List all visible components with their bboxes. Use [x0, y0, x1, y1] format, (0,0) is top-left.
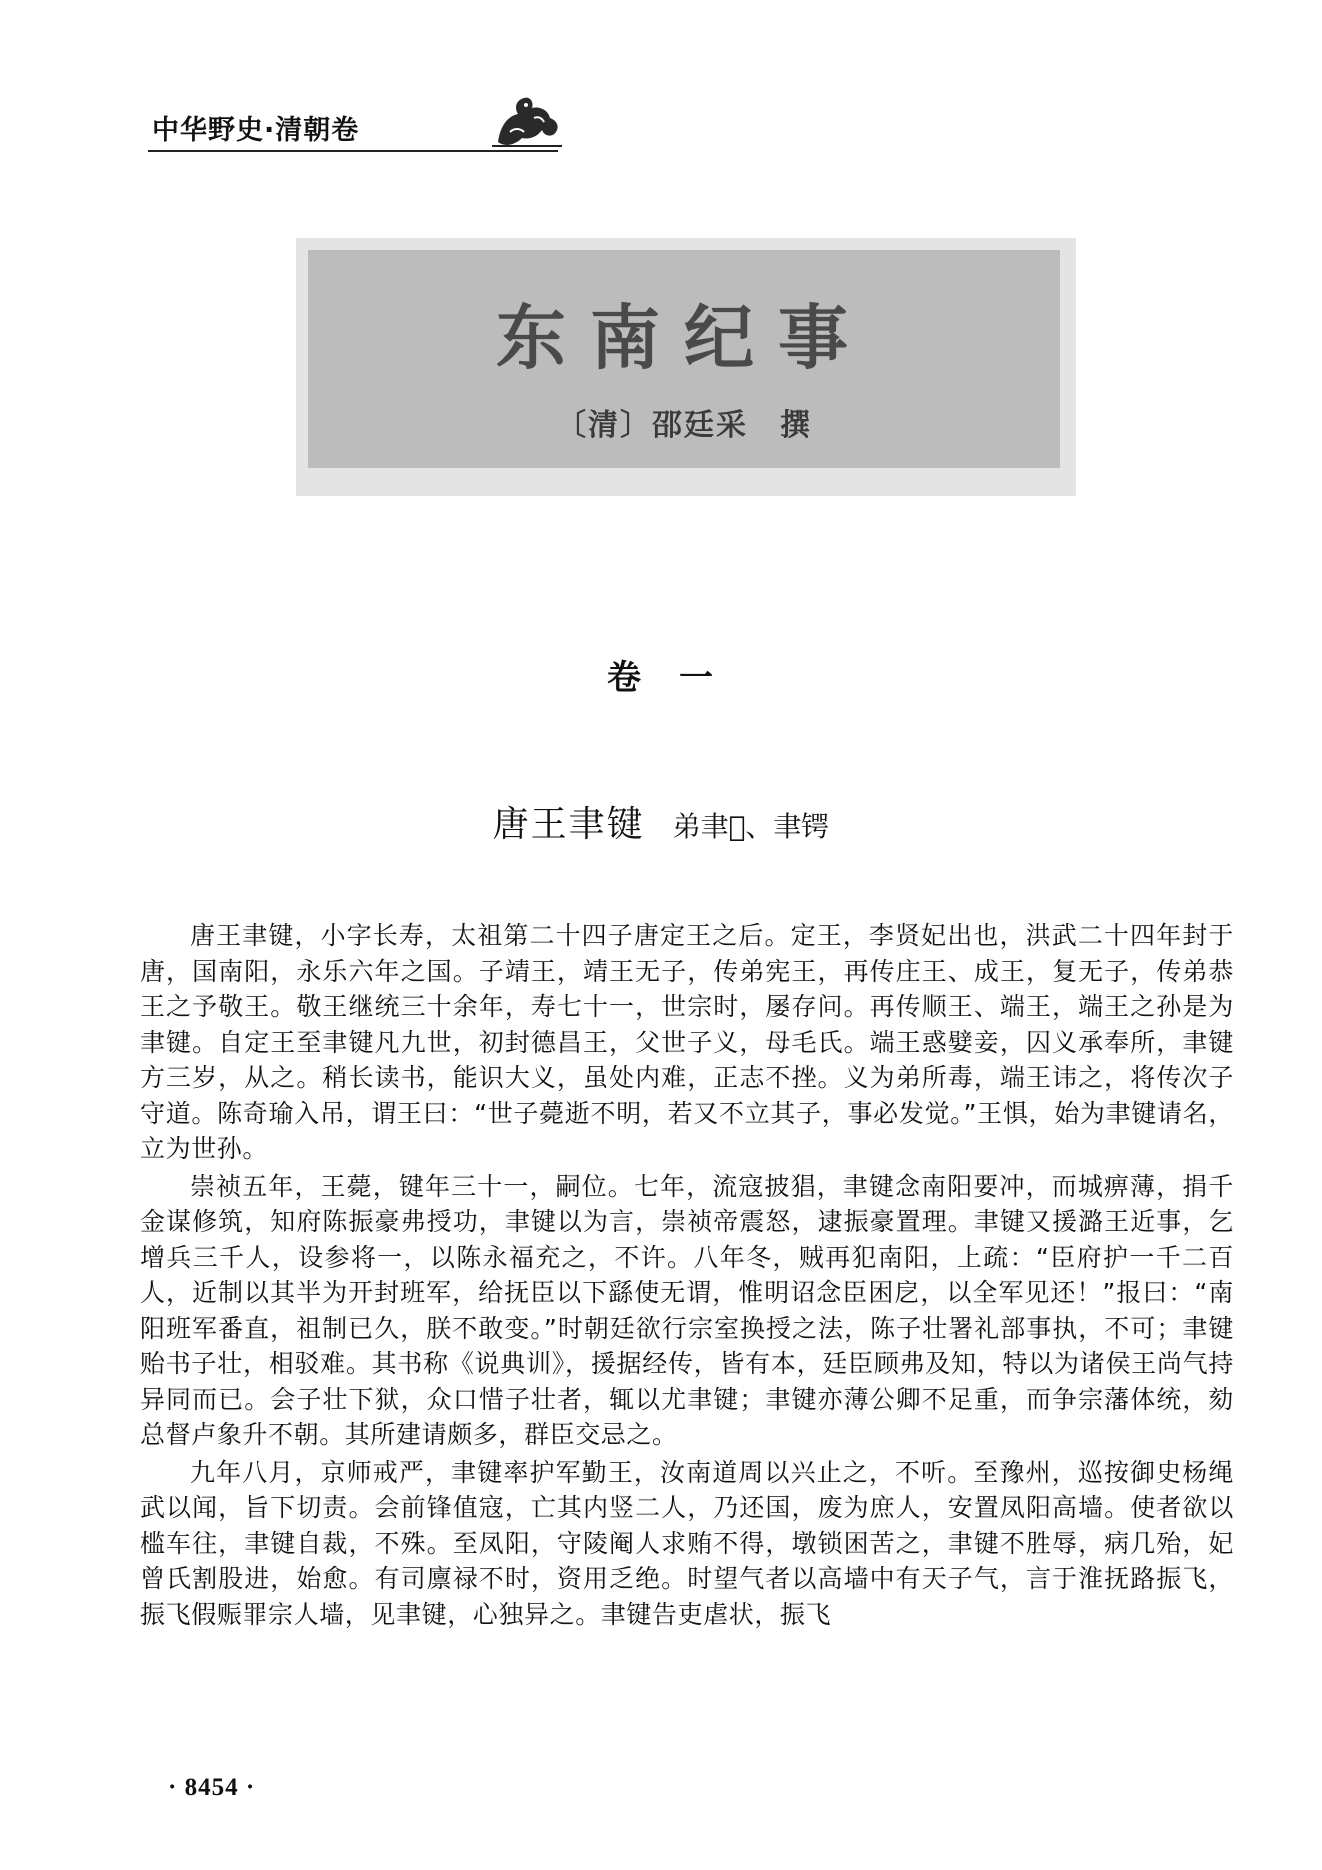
- book-title: 东南纪事: [496, 296, 872, 379]
- dragon-emblem-icon: [490, 92, 564, 150]
- body-text: [140, 918, 1234, 1632]
- header-rule: [148, 150, 558, 152]
- title-banner: [308, 250, 1060, 468]
- running-header: [148, 98, 568, 162]
- section-title: 唐王聿键: [492, 804, 645, 845]
- page-number: · 8454 ·: [168, 1774, 256, 1801]
- section-heading: [0, 796, 1322, 847]
- series-title: 中华野史·清朝卷: [152, 115, 360, 146]
- volume-heading: 卷 一: [607, 658, 715, 698]
- paragraph: 唐王聿键，小字长寿，太祖第二十四子唐定王之后。定王，李贤妃出也，洪武二十四年封于唐，国南阳，永乐六年之国。子靖王，靖王无子，传弟宪王，再传庄王、成王，复无子，传弟恭王之予敬王。敬王继统三十余年，寿七十一，世宗时，屡存问。再传顺王、端王，端王之孙是为聿键。自定王至聿键凡九世，初封德昌王，父世子义，母毛氏。端王惑嬖妾，囚义承奉所，聿键方三岁，从之。稍长读书，能识大义，虽处内难，正志不挫。义为弟所毒，端王讳之，将传次子守道。陈奇瑜入吊，谓王曰：“世子薨逝不明，若又不立其子，事必发觉。”王惧，始为聿键请名，立为世孙。: [140, 921, 1234, 1163]
- section-subtitle: 弟聿𨮁、聿锷: [672, 810, 830, 843]
- book-author: 〔清〕邵廷采 撰: [556, 408, 812, 443]
- paragraph: 九年八月，京师戒严，聿键率护军勤王，汝南道周以兴止之，不听。至豫州，巡按御史杨绳武以闻，旨下切责。会前锋值寇，亡其内竖二人，乃还国，废为庶人，安置凤阳高墙。使者欲以槛车往，聿键自裁，不殊。至凤阳，守陵阉人求贿不得，墩锁困苦之，聿键不胜辱，病几殆，妃曾氏割股进，始愈。有司廪禄不时，资用乏绝。时望气者以高墙中有天子气，言于淮抚路振飞，振飞假赈罪宗人墙，见聿键，心独异之。聿键告吏虐状，振飞: [140, 1457, 1234, 1629]
- paragraph: 崇祯五年，王薨，键年三十一，嗣位。七年，流寇披猖，聿键念南阳要冲，而城痹薄，捐千金谋修筑，知府陈振豪弗授功，聿键以为言，崇祯帝震怒，逮振豪置理。聿键又援潞王近事，乞增兵三千人，设参将一，以陈永福充之，不许。八年冬，贼再犯南阳，上疏：“臣府护一千二百人，近制以其半为开封班军，给抚臣以下繇使无谓，惟明诏念臣困戹，以全军见还！”报曰：“南阳班军番直，祖制已久，朕不敢变。”时朝廷欲行宗室换授之法，陈子壮署礼部事执，不可；聿键贻书子壮，相驳难。其书称《说典训》，援据经传，皆有本，廷臣顾弗及知，特以为诸侯王尚气持异同而已。会子壮下狱，众口惜子壮者，辄以尤聿键；聿键亦薄公卿不足重，而争宗藩体统，劾总督卢象升不朝。其所建请颇多，群臣交忌之。: [140, 1171, 1234, 1449]
